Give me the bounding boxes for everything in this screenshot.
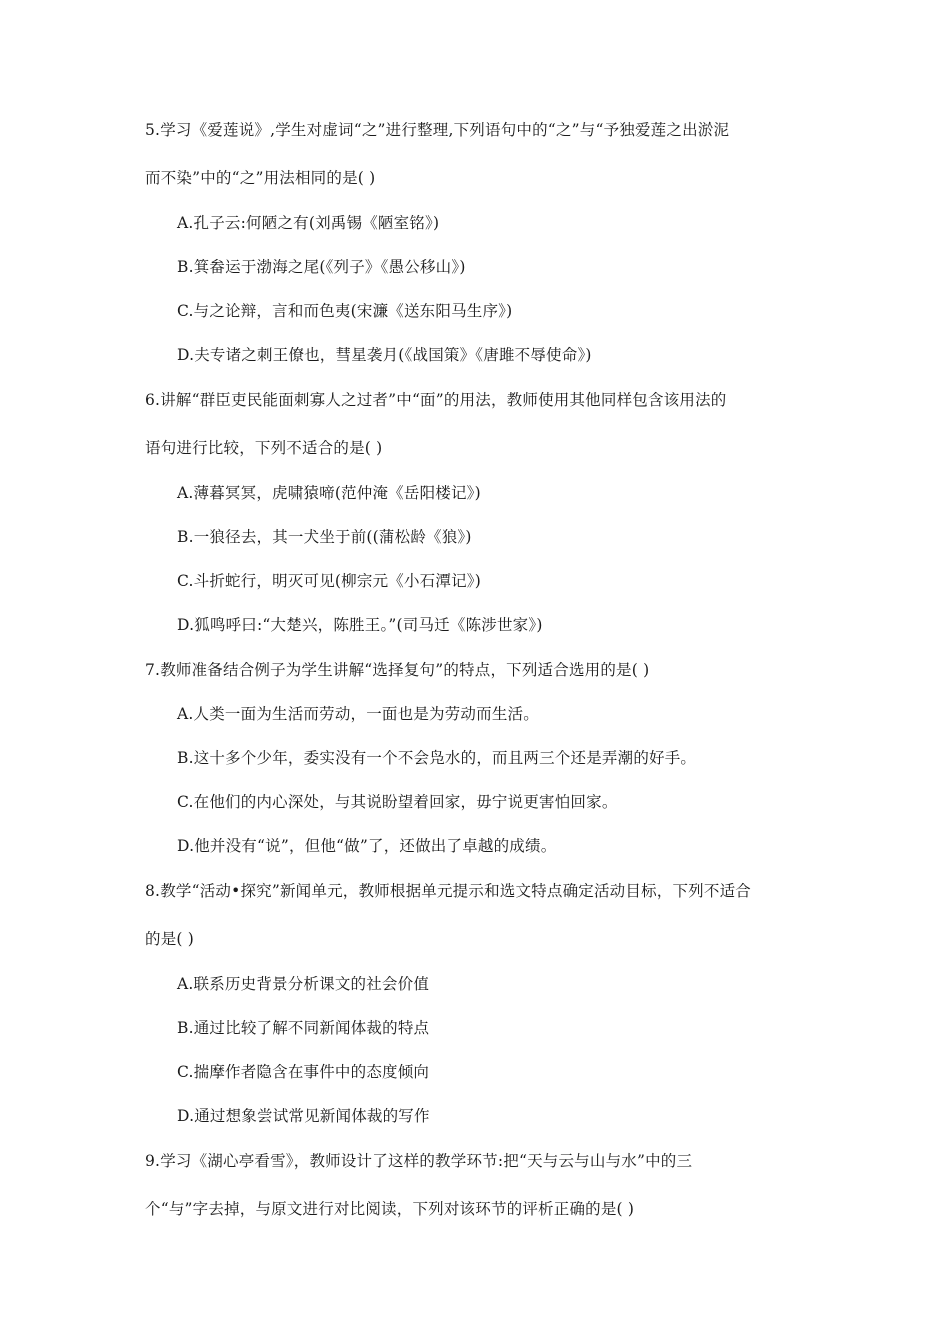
question-6-stem-line-2: 语句进行比较，下列不适合的是( ) xyxy=(145,439,383,457)
question-7-stem-line-1: 7.教师准备结合例子为学生讲解“选择复句”的特点，下列适合选用的是( ) xyxy=(145,661,650,679)
question-7-option-a: A.人类一面为生活而劳动，一面也是为劳动而生活。 xyxy=(177,705,539,723)
question-6-option-b: B.一狼径去，其一犬坐于前((蒲松龄《狼》) xyxy=(177,528,472,546)
question-7-option-c: C.在他们的内心深处，与其说盼望着回家，毋宁说更害怕回家。 xyxy=(177,793,618,811)
question-8-option-c: C.揣摩作者隐含在事件中的态度倾向 xyxy=(177,1063,430,1081)
question-7-option-b: B.这十多个少年，委实没有一个不会凫水的，而且两三个还是弄潮的好手。 xyxy=(177,749,697,767)
question-5-option-d: D.夫专诸之刺王僚也，彗星袭月(《战国策》《唐雎不辱使命》) xyxy=(177,346,592,364)
question-5-stem-line-2: 而不染”中的“之”用法相同的是( ) xyxy=(145,169,376,187)
question-5-option-b: B.箕畚运于渤海之尾(《列子》《愚公移山》) xyxy=(177,258,466,276)
question-6-option-c: C.斗折蛇行，明灭可见(柳宗元《小石潭记》) xyxy=(177,572,481,590)
question-6-option-a: A.薄暮冥冥，虎啸猿啼(范仲淹《岳阳楼记》) xyxy=(177,484,481,502)
question-9-stem-line-1: 9.学习《湖心亭看雪》，教师设计了这样的教学环节:把“天与云与山与水”中的三 xyxy=(145,1152,693,1170)
question-5-option-a: A.孔子云:何陋之有(刘禹锡《陋室铭》) xyxy=(177,214,440,232)
question-8-option-d: D.通过想象尝试常见新闻体裁的写作 xyxy=(177,1107,430,1125)
question-6-stem-line-1: 6.讲解“群臣吏民能面刺寡人之过者”中“面”的用法，教师使用其他同样包含该用法的 xyxy=(145,391,727,409)
question-8-option-a: A.联系历史背景分析课文的社会价值 xyxy=(177,975,430,993)
question-9-stem-line-2: 个“与”字去掉，与原文进行对比阅读，下列对该环节的评析正确的是( ) xyxy=(145,1200,635,1218)
question-8-stem-line-1: 8.教学“活动•探究”新闻单元，教师根据单元提示和选文特点确定活动目标，下列不适合 xyxy=(145,882,751,900)
question-7-option-d: D.他并没有“说”，但他“做”了，还做出了卓越的成绩。 xyxy=(177,837,557,855)
question-8-stem-line-2: 的是( ) xyxy=(145,930,195,948)
question-5-stem-line-1: 5.学习《爱莲说》,学生对虚词“之”进行整理,下列语句中的“之”与“予独爱莲之出淤泥 xyxy=(145,121,730,139)
question-5-option-c: C.与之论辩，言和而色夷(宋濂《送东阳马生序》) xyxy=(177,302,513,320)
question-8-option-b: B.通过比较了解不同新闻体裁的特点 xyxy=(177,1019,430,1037)
question-6-option-d: D.狐鸣呼曰:“大楚兴，陈胜王。”(司马迁《陈涉世家》) xyxy=(177,616,543,634)
